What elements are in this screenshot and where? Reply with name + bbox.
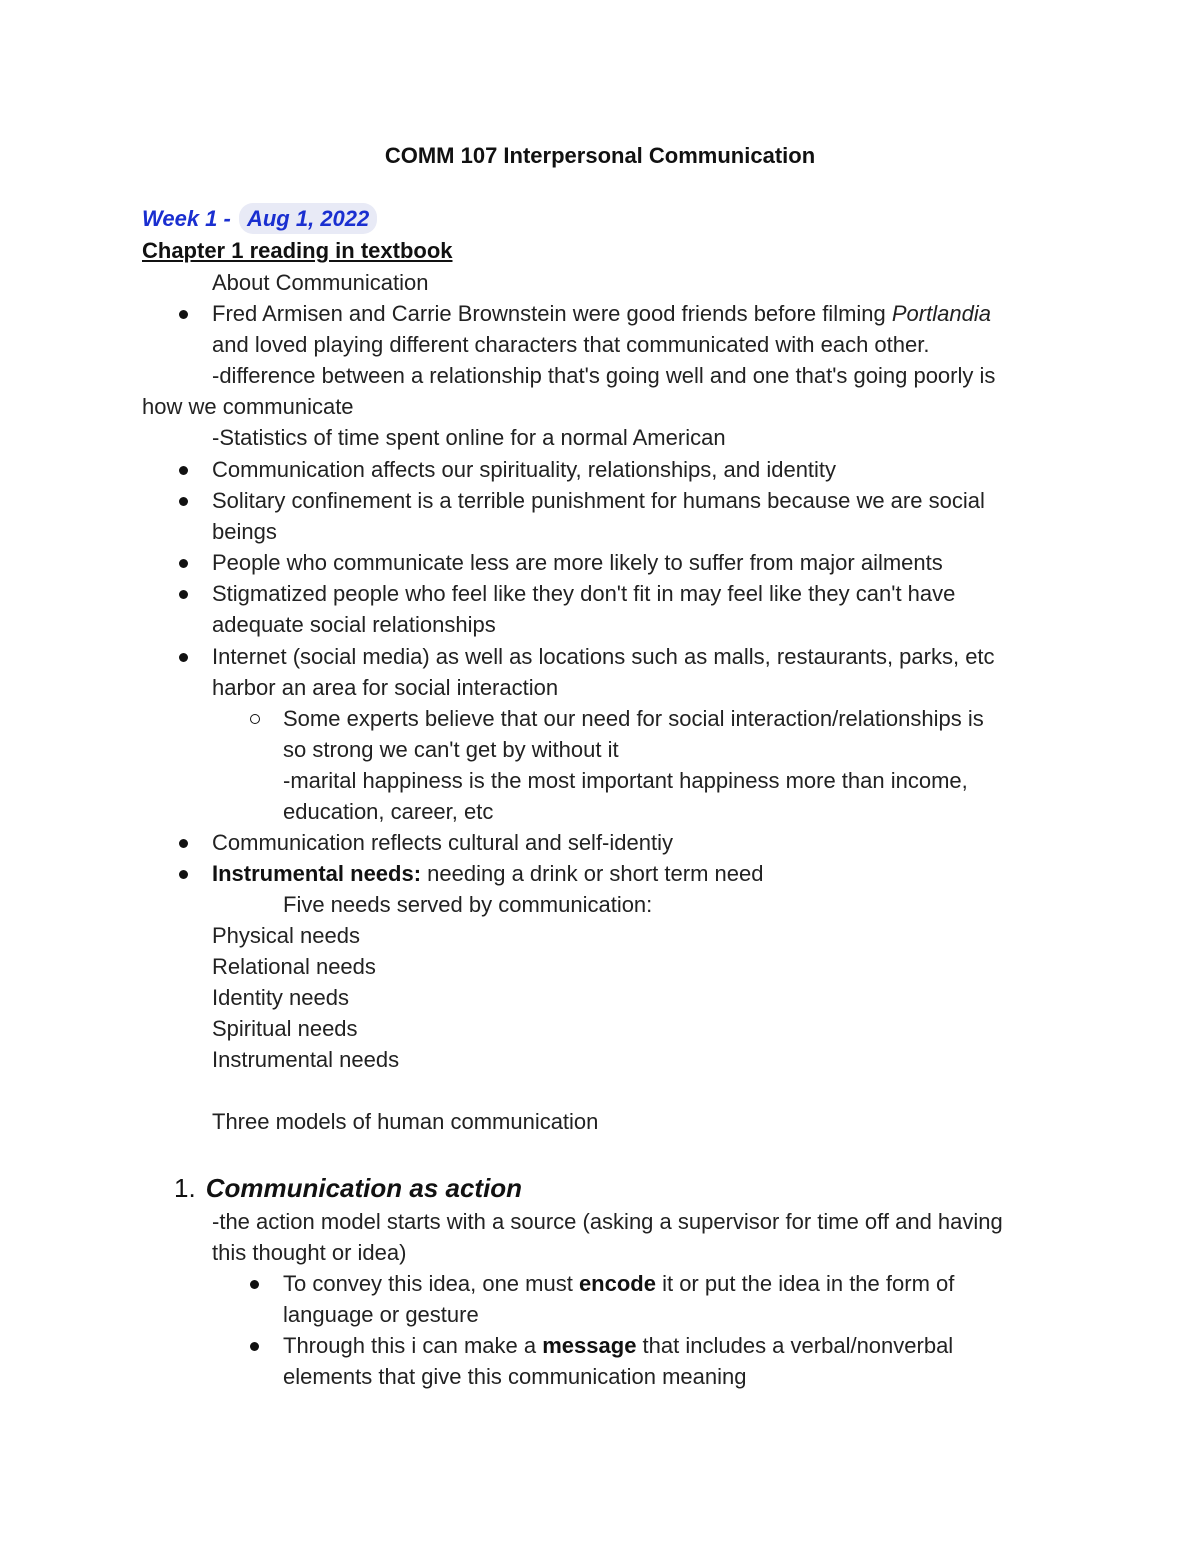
bullet-dot [179, 653, 188, 662]
model-list-item: To convey this idea, one must encode it or put the idea in the form of [283, 1271, 955, 1296]
sub-note-line-continued: education, career, etc [283, 799, 494, 824]
need-item: Identity needs [212, 985, 349, 1010]
list-item: Fred Armisen and Carrie Brownstein were good friends before filming Portlandia [212, 301, 991, 326]
note-line-continued: how we communicate [142, 394, 354, 419]
list-item-continued: harbor an area for social interaction [212, 675, 559, 700]
section-label: About Communication [212, 270, 429, 295]
need-item: Instrumental needs [212, 1047, 400, 1072]
list-item-continued: adequate social relationships [212, 612, 496, 637]
models-intro: Three models of human communication [212, 1109, 599, 1134]
need-item: Relational needs [212, 954, 376, 979]
list-item: Internet (social media) as well as locations such as malls, restaurants, parks, etc [212, 644, 995, 669]
list-item-continued: and loved playing different characters that communicated with each other. [212, 332, 930, 357]
note-line: -Statistics of time spent online for a normal American [212, 425, 726, 450]
list-item: Communication affects our spirituality, relationships, and identity [212, 457, 837, 482]
week-label: Week 1 - [142, 206, 237, 231]
chapter-heading: Chapter 1 reading in textbook [142, 238, 453, 263]
bullet-dot [250, 1342, 259, 1351]
model-note-line: -the action model starts with a source (asking a supervisor for time off and having [212, 1209, 1003, 1234]
model-list-item-continued: elements that give this communication meaning [283, 1364, 747, 1389]
bullet-dot [179, 497, 188, 506]
show-title: Portlandia [891, 301, 991, 326]
document-title: COMM 107 Interpersonal Communication [384, 143, 816, 168]
list-item: Instrumental needs: needing a drink or short term need [212, 861, 764, 886]
model-heading [174, 1170, 522, 1206]
model-title: Communication as action [205, 1173, 523, 1203]
term-message: message [542, 1333, 637, 1358]
term-encode: encode [578, 1271, 656, 1296]
list-item: Solitary confinement is a terrible punishment for humans because we are social [212, 488, 985, 513]
model-list-item-continued: language or gesture [283, 1302, 479, 1327]
week-heading [142, 203, 377, 234]
sub-bullet-circle [250, 714, 260, 724]
list-item: Communication reflects cultural and self-identiy [212, 830, 673, 855]
bullet-dot [179, 839, 188, 848]
list-item: People who communicate less are more likely to suffer from major ailments [212, 550, 943, 575]
list-item: Stigmatized people who feel like they don't fit in may feel like they can't have [212, 581, 956, 606]
bullet-dot [250, 1280, 259, 1289]
term-instrumental-needs: Instrumental needs: [212, 861, 422, 886]
note-line: -difference between a relationship that's going well and one that's going poorly is [212, 363, 996, 388]
list-item-continued: beings [212, 519, 277, 544]
bullet-dot [179, 590, 188, 599]
needs-intro: Five needs served by communication: [283, 892, 653, 917]
bullet-dot [179, 310, 188, 319]
need-item: Spiritual needs [212, 1016, 358, 1041]
model-number: 1. [174, 1173, 196, 1203]
bullet-dot [179, 870, 188, 879]
date-chip[interactable]: Aug 1, 2022 [239, 203, 377, 234]
sub-note-line: -marital happiness is the most important happiness more than income, [283, 768, 968, 793]
bullet-dot [179, 466, 188, 475]
bullet-dot [179, 559, 188, 568]
model-list-item: Through this i can make a message that includes a verbal/nonverbal [283, 1333, 954, 1358]
sub-list-item-continued: so strong we can't get by without it [283, 737, 619, 762]
need-item: Physical needs [212, 923, 360, 948]
sub-list-item: Some experts believe that our need for social interaction/relationships is [283, 706, 984, 731]
model-note-line-continued: this thought or idea) [212, 1240, 407, 1265]
